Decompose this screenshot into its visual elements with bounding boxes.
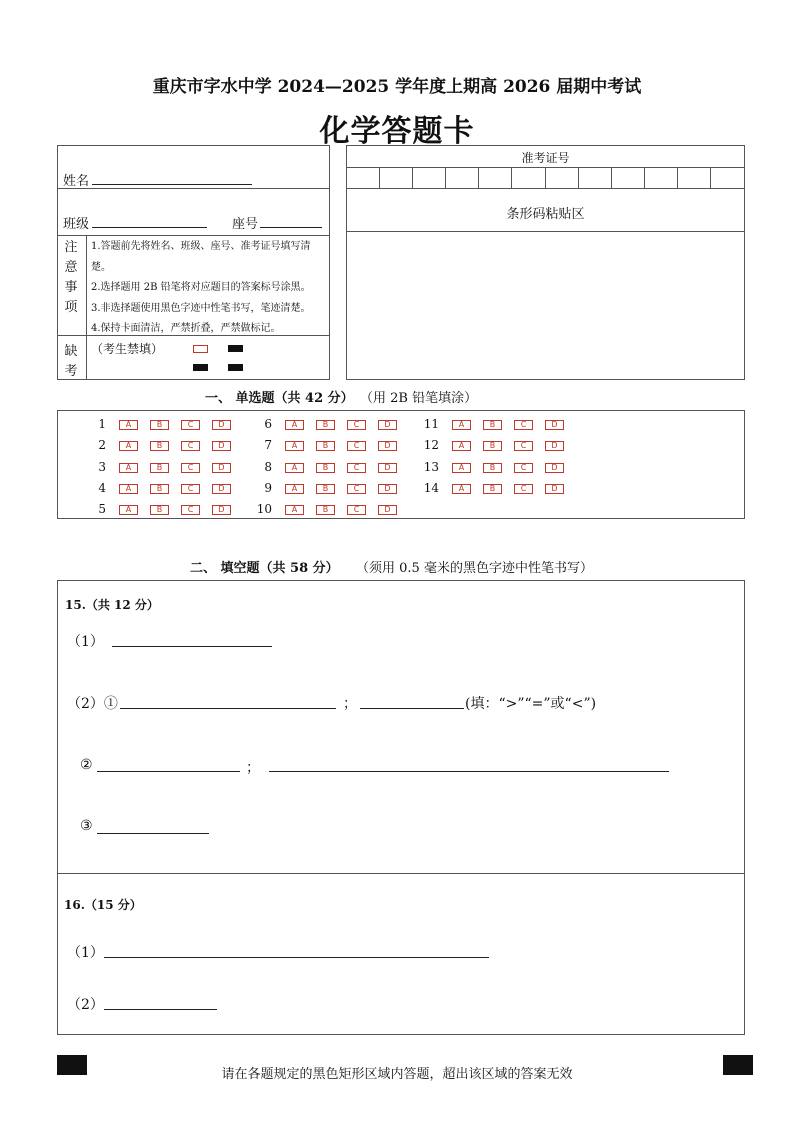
alignment-mark [228, 364, 243, 371]
class-field[interactable] [92, 227, 207, 228]
mc-option-bubble[interactable]: D [212, 505, 231, 515]
section1-note: （用 2B 铅笔填涂） [360, 391, 478, 406]
mc-option-bubble[interactable]: D [212, 463, 231, 473]
mc-option-bubble[interactable]: D [378, 441, 397, 451]
absent-label-char: 考 [64, 364, 78, 379]
mc-option-bubble[interactable]: A [119, 484, 138, 494]
q15-part2b-label: ② [80, 757, 93, 773]
section2-heading: 二、 填空题（共 58 分） [190, 561, 339, 576]
note-line: 1.答题前先将姓名、班级、座号、准考证号填写清 [91, 241, 311, 252]
mc-option-bubble[interactable]: B [150, 505, 169, 515]
mc-question-number: 13 [423, 460, 439, 474]
mc-option-bubble[interactable]: C [347, 505, 366, 515]
school-exam-title: 重庆市字水中学 2024—2025 学年度上期高 2026 届期中考试 [152, 77, 642, 97]
q15-title: 15.（共 12 分） [65, 598, 159, 612]
mc-option-bubble[interactable]: D [212, 420, 231, 430]
mc-option-bubble[interactable]: C [347, 463, 366, 473]
mc-option-bubble[interactable]: A [285, 505, 304, 515]
mc-option-bubble[interactable]: B [316, 463, 335, 473]
mc-question-number: 8 [264, 460, 272, 474]
notes-label-char: 项 [64, 300, 78, 315]
note-line: 3.非选择题使用黑色字迹中性笔书写，笔迹清楚。 [91, 303, 311, 314]
absent-label-char: 缺 [64, 344, 78, 359]
section1-heading: 一、 单选题（共 42 分） [205, 391, 354, 406]
note-line: 4.保持卡面清洁，严禁折叠，严禁做标记。 [91, 323, 281, 334]
mc-option-bubble[interactable]: A [452, 463, 471, 473]
q15-part2c-answer-line[interactable] [97, 833, 209, 834]
mc-option-bubble[interactable]: D [378, 505, 397, 515]
mc-option-bubble[interactable]: D [212, 441, 231, 451]
q16-part1-label: （1） [67, 945, 104, 961]
mc-question-number: 6 [264, 417, 272, 431]
q16-part1-answer-line[interactable] [104, 957, 489, 958]
mc-question-number: 3 [98, 460, 106, 474]
mc-question-number: 2 [98, 438, 106, 452]
mc-option-bubble[interactable]: B [150, 463, 169, 473]
mc-option-bubble[interactable]: A [119, 463, 138, 473]
absent-note: （考生禁填） [91, 342, 164, 356]
mc-option-bubble[interactable]: C [181, 463, 200, 473]
mc-option-bubble[interactable]: B [316, 441, 335, 451]
fill-in-area [57, 580, 745, 1035]
name-label: 姓名 [63, 174, 90, 189]
class-label: 班级 [63, 217, 90, 232]
mc-option-bubble[interactable]: A [285, 420, 304, 430]
q15-part2b-answer-line[interactable] [97, 771, 240, 772]
mc-option-bubble[interactable]: A [119, 420, 138, 430]
exam-id-label: 准考证号 [521, 151, 570, 165]
mc-option-bubble[interactable]: C [181, 441, 200, 451]
mc-option-bubble[interactable]: C [181, 420, 200, 430]
mc-option-bubble[interactable]: D [378, 463, 397, 473]
q16-part2-label: （2） [67, 997, 104, 1013]
q15-part2-label: （2）① [67, 696, 118, 712]
section2-note: （须用 0.5 毫米的黑色字迹中性笔书写） [356, 561, 593, 576]
q15-part2a-answer-line[interactable] [120, 708, 336, 709]
mc-option-bubble[interactable]: D [545, 463, 564, 473]
notes-label-char: 意 [64, 260, 78, 275]
mc-option-bubble[interactable]: B [316, 420, 335, 430]
mc-option-bubble[interactable]: B [483, 463, 502, 473]
barcode-label: 条形码粘贴区 [506, 207, 585, 222]
mc-option-bubble[interactable]: A [452, 420, 471, 430]
footer-note: 请在各题规定的黑色矩形区域内答题，超出该区域的答案无效 [221, 1067, 573, 1082]
mc-option-bubble[interactable]: B [483, 420, 502, 430]
mc-option-bubble[interactable]: B [316, 505, 335, 515]
mc-question-number: 14 [423, 481, 439, 495]
blank-area [346, 231, 745, 380]
q15-part2c-label: ③ [80, 818, 93, 834]
exam-id-grid [346, 167, 745, 189]
mc-option-bubble[interactable]: A [119, 505, 138, 515]
q16-title: 16.（15 分） [64, 898, 142, 912]
notes-label-char: 注 [64, 240, 78, 255]
mc-option-bubble[interactable]: A [452, 484, 471, 494]
mc-option-bubble[interactable]: C [347, 420, 366, 430]
mc-option-bubble[interactable]: C [347, 441, 366, 451]
page-title: 化学答题卡 [319, 114, 475, 149]
mc-option-bubble[interactable]: B [150, 484, 169, 494]
mc-option-bubble[interactable]: A [119, 441, 138, 451]
notes-label-char: 事 [64, 280, 78, 295]
mc-option-bubble[interactable]: A [285, 463, 304, 473]
q15-part1-answer-line[interactable] [112, 646, 272, 647]
mc-option-bubble[interactable]: C [514, 420, 533, 430]
mc-option-bubble[interactable]: B [483, 441, 502, 451]
q15-part2b-answer-line-2[interactable] [269, 771, 669, 772]
mc-option-bubble[interactable]: D [378, 484, 397, 494]
mc-option-bubble[interactable]: B [150, 420, 169, 430]
mc-option-bubble[interactable]: B [316, 484, 335, 494]
alignment-mark [193, 364, 208, 371]
mc-option-bubble[interactable]: B [483, 484, 502, 494]
mc-option-bubble[interactable]: D [378, 420, 397, 430]
seat-label: 座号 [232, 217, 259, 232]
mc-option-bubble[interactable]: A [285, 484, 304, 494]
mc-option-bubble[interactable]: D [545, 484, 564, 494]
mc-option-bubble[interactable]: B [150, 441, 169, 451]
mc-question-number: 9 [264, 481, 272, 495]
note-line: 楚。 [91, 262, 111, 273]
mc-option-bubble[interactable]: A [285, 441, 304, 451]
mc-option-bubble[interactable]: C [514, 441, 533, 451]
absent-mark-box[interactable] [193, 345, 208, 353]
q15-part1-label: （1） [67, 634, 104, 650]
mc-option-bubble[interactable]: C [514, 463, 533, 473]
mc-question-number: 12 [423, 438, 439, 452]
note-line: 2.选择题用 2B 铅笔将对应题目的答案标号涂黑。 [91, 282, 311, 293]
mc-question-number: 10 [256, 502, 272, 516]
mc-option-bubble[interactable]: D [545, 420, 564, 430]
mc-question-number: 1 [98, 417, 106, 431]
q15-separator: ； [246, 760, 260, 776]
mc-option-bubble[interactable]: A [452, 441, 471, 451]
mc-option-bubble[interactable]: C [514, 484, 533, 494]
mc-option-bubble[interactable]: C [181, 505, 200, 515]
mc-question-number: 7 [264, 438, 272, 452]
mc-option-bubble[interactable]: C [181, 484, 200, 494]
alignment-mark [228, 345, 243, 352]
mc-question-number: 11 [423, 417, 439, 431]
q15-part2a-compare-line[interactable] [360, 708, 464, 709]
q16-part2-answer-line[interactable] [104, 1009, 217, 1010]
seat-field[interactable] [260, 227, 322, 228]
mc-option-bubble[interactable]: D [545, 441, 564, 451]
q15-fill-hint: (填：“>”“=”或“<”) [465, 696, 597, 712]
name-field[interactable] [92, 184, 252, 185]
mc-option-bubble[interactable]: C [347, 484, 366, 494]
mc-option-bubble[interactable]: D [212, 484, 231, 494]
mc-question-number: 4 [98, 481, 106, 495]
mc-question-number: 5 [98, 502, 106, 516]
q15-separator: ； [343, 696, 357, 712]
